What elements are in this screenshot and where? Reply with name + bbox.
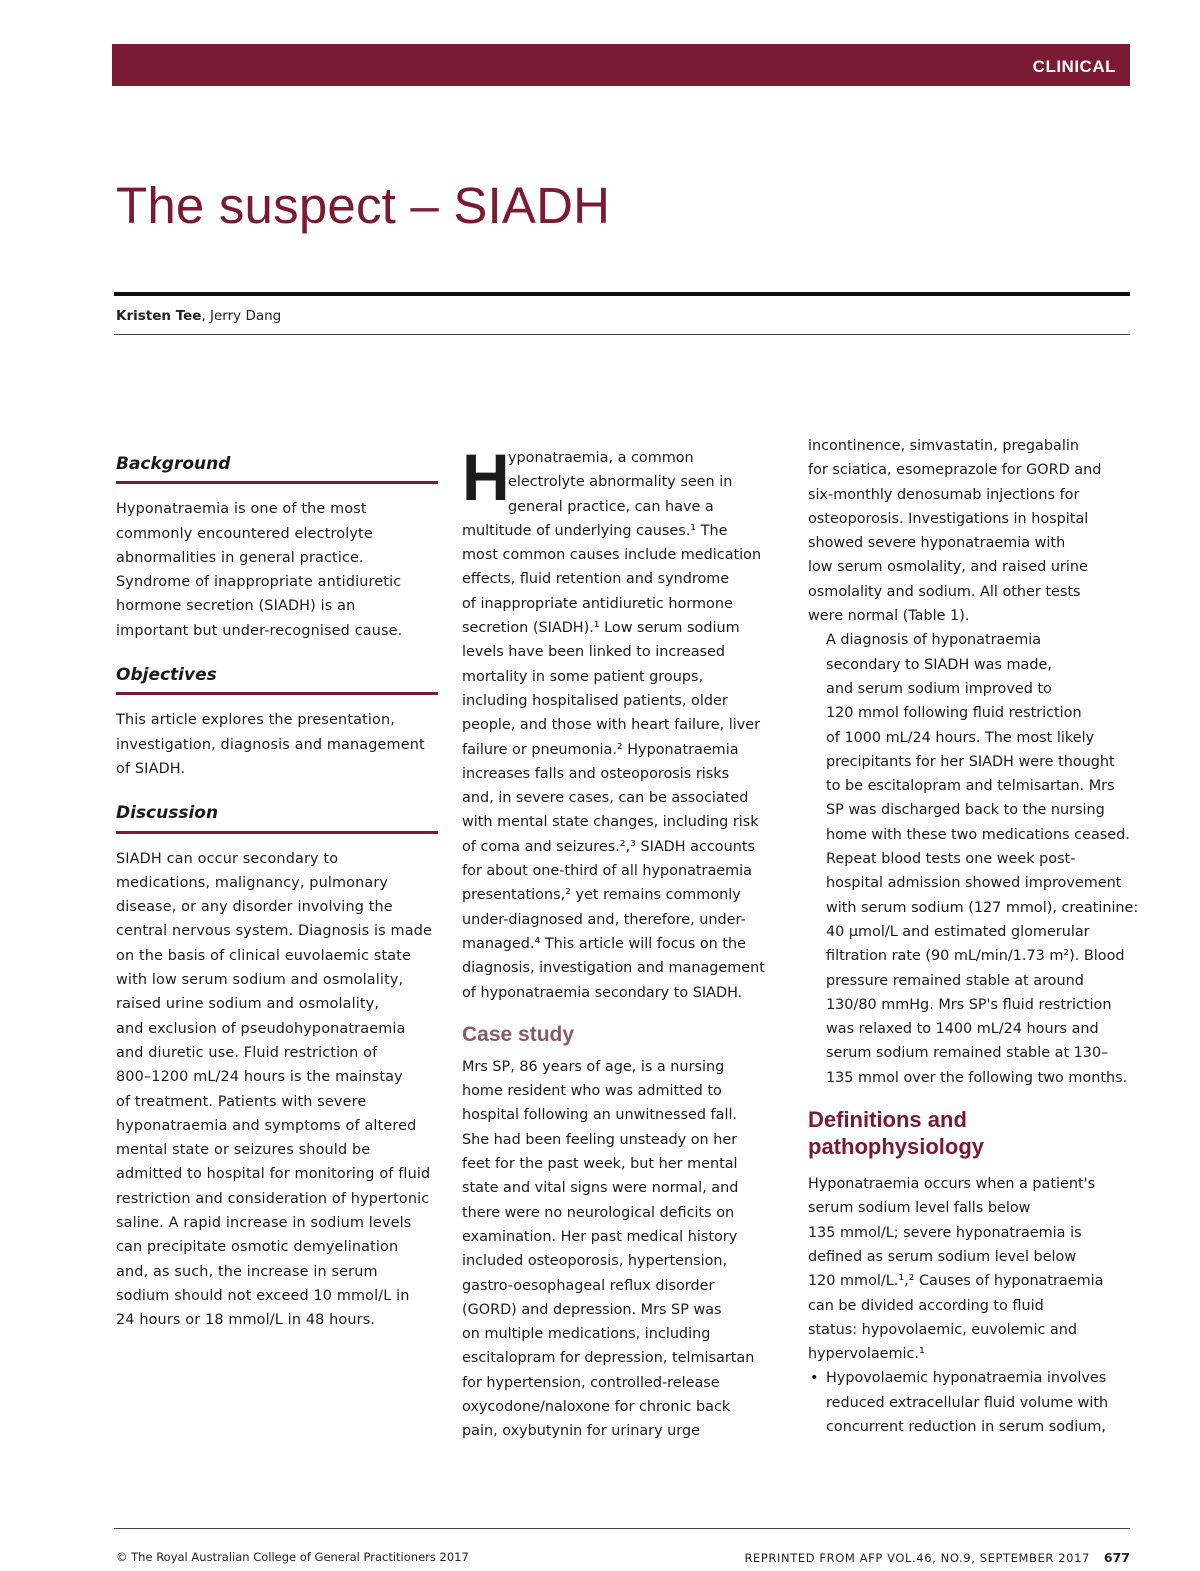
reprint-info: REPRINTED FROM AFP VOL.46, NO.9, SEPTEMBER 2017	[744, 1551, 1090, 1565]
text-line: reduced extracellular fluid volume with	[826, 1394, 1109, 1411]
text-line: 120 mmol following fluid restriction	[826, 705, 1082, 722]
text-line: was relaxed to 1400 mL/24 hours and	[826, 1021, 1099, 1038]
text-line: She had been feeling unsteady on her	[462, 1131, 738, 1148]
text-line: and serum sodium improved to	[826, 680, 1052, 697]
text-line: concurrent reduction in serum sodium,	[826, 1418, 1106, 1435]
text-line: were normal (Table 1).	[808, 608, 970, 625]
case-study-text	[462, 1055, 784, 1444]
text-line: diagnosis, investigation and management	[462, 960, 765, 977]
definitions-heading-line2: pathophysiology	[808, 1134, 984, 1160]
text-line: pain, oxybutynin for urinary urge	[462, 1423, 700, 1440]
text-line: precipitants for her SIADH were thought	[826, 753, 1115, 770]
definitions-heading	[808, 1106, 1130, 1160]
text-line: low serum osmolality, and raised urine	[808, 559, 1088, 576]
text-line: and, in severe cases, can be associated	[462, 790, 749, 807]
text-line: people, and those with heart failure, liver	[462, 717, 760, 734]
text-line: home with these two medications ceased.	[826, 826, 1130, 843]
text-line: 135 mmol over the following two months.	[826, 1069, 1128, 1086]
background-heading: Background	[116, 446, 438, 484]
text-line: 120 mmol/L.¹,² Causes of hyponatraemia	[808, 1273, 1104, 1290]
text-line: SP was discharged back to the nursing	[826, 802, 1105, 819]
body-column-3	[808, 434, 1139, 1439]
text-line: for sciatica, esomeprazole for GORD and	[808, 462, 1102, 479]
body-column-2	[462, 440, 784, 1444]
definitions-heading-line1: Definitions and	[808, 1107, 967, 1133]
text-line: home resident who was admitted to	[462, 1083, 722, 1100]
article-title: The suspect – SIADH	[116, 177, 611, 234]
text-line: serum sodium level falls below	[808, 1200, 1031, 1217]
text-line: restriction and consideration of hypertonic	[116, 1190, 430, 1207]
text-line: admitted to hospital for monitoring of fluid	[116, 1166, 431, 1183]
text-line: serum sodium remained stable at 130–	[826, 1045, 1109, 1062]
text-line: disease, or any disorder involving the	[116, 899, 393, 916]
text-line: of inappropriate antidiuretic hormone	[462, 595, 733, 612]
text-line: and, as such, the increase in serum	[116, 1263, 378, 1280]
bullet-text	[826, 1366, 1130, 1439]
text-line: hormone secretion (SIADH) is an	[116, 598, 356, 615]
text-line: on multiple medications, including	[462, 1326, 711, 1343]
text-line: investigation, diagnosis and management	[116, 736, 425, 753]
background-text	[116, 497, 438, 643]
abstract-column	[116, 446, 438, 1333]
text-line: secretion (SIADH).¹ Low serum sodium	[462, 620, 740, 637]
text-line: including hospitalised patients, older	[462, 692, 728, 709]
text-line: of SIADH.	[116, 760, 186, 777]
text-line: osteoporosis. Investigations in hospital	[808, 510, 1089, 527]
text-line: multitude of underlying causes.¹ The	[462, 522, 728, 539]
copyright: © The Royal Australian College of General Practitioners 2017	[116, 1550, 469, 1564]
text-line: Hypovolaemic hyponatraemia involves	[826, 1370, 1107, 1387]
text-line: of hyponatraemia secondary to SIADH.	[462, 984, 743, 1001]
text-line: with serum sodium (127 mmol), creatinine:	[826, 899, 1139, 916]
text-line: under-diagnosed and, therefore, under-	[462, 911, 746, 928]
text-line: on the basis of clinical euvolaemic state	[116, 947, 412, 964]
text-line: six-monthly denosumab injections for	[808, 486, 1080, 503]
page-number: 677	[1103, 1550, 1130, 1565]
text-line: status: hypovolaemic, euvolemic and	[808, 1321, 1078, 1338]
footer-citation	[744, 1550, 1130, 1565]
text-line: there were no neurological deficits on	[462, 1204, 735, 1221]
text-line: and diuretic use. Fluid restriction of	[116, 1044, 378, 1061]
text-line: electrolyte abnormality seen in	[508, 474, 733, 491]
text-line: included osteoporosis, hypertension,	[462, 1253, 728, 1270]
author-rest: , Jerry Dang	[201, 308, 282, 324]
text-line: saline. A rapid increase in sodium levels	[116, 1215, 412, 1232]
author-primary: Kristen Tee	[116, 308, 202, 324]
text-line: incontinence, simvastatin, pregabalin	[808, 438, 1079, 454]
text-line: filtration rate (90 mL/min/1.73 m²). Blood	[826, 948, 1125, 965]
intro-opening	[462, 440, 784, 519]
objectives-text	[116, 708, 438, 781]
text-line: effects, fluid retention and syndrome	[462, 571, 730, 588]
text-line: A diagnosis of hyponatraemia	[826, 632, 1042, 649]
text-line: sodium should not exceed 10 mmol/L in	[116, 1287, 410, 1304]
intro-text	[462, 519, 784, 1005]
text-line: for hypertension, controlled-release	[462, 1374, 720, 1391]
text-line: defined as serum sodium level below	[808, 1248, 1077, 1265]
text-line: can precipitate osmotic demyelination	[116, 1239, 399, 1256]
case-continued-text	[808, 434, 1130, 628]
text-line: with mental state changes, including risk	[462, 814, 759, 831]
text-line: levels have been linked to increased	[462, 644, 726, 661]
text-line: feet for the past week, but her mental	[462, 1156, 738, 1173]
text-line: hypervolaemic.¹	[808, 1346, 925, 1363]
definitions-text	[808, 1172, 1130, 1366]
text-line: medications, malignancy, pulmonary	[116, 874, 389, 891]
text-line: state and vital signs were normal, and	[462, 1180, 739, 1197]
section-banner	[112, 44, 1130, 86]
text-line: 40 µmol/L and estimated glomerular	[826, 923, 1090, 940]
bullet-symbol: •	[810, 1370, 819, 1387]
text-line: of coma and seizures.²,³ SIADH accounts	[462, 838, 755, 855]
objectives-heading: Objectives	[116, 657, 438, 695]
text-line: important but under-recognised cause.	[116, 622, 403, 639]
text-line: with low serum sodium and osmolality,	[116, 972, 404, 989]
text-line: to be escitalopram and telmisartan. Mrs	[826, 778, 1115, 795]
text-line: presentations,² yet remains commonly	[462, 887, 741, 904]
text-line: pressure remained stable at around	[826, 972, 1084, 989]
text-line: hospital following an unwitnessed fall.	[462, 1107, 738, 1124]
text-line: and exclusion of pseudohyponatraemia	[116, 1020, 406, 1037]
text-line: 130/80 mmHg. Mrs SP's fluid restriction	[826, 996, 1112, 1013]
text-line: failure or pneumonia.² Hyponatraemia	[462, 741, 739, 758]
author-rule	[114, 334, 1130, 335]
intro-first-lines	[462, 440, 784, 519]
text-line: This article explores the presentation,	[116, 712, 395, 729]
diagnosis-text	[808, 628, 1130, 847]
text-line: 24 hours or 18 mmol/L in 48 hours.	[116, 1312, 376, 1329]
bullet-item	[808, 1366, 1130, 1439]
text-line: mental state or seizures should be	[116, 1142, 371, 1159]
text-line: osmolality and sodium. All other tests	[808, 583, 1081, 600]
text-line: hospital admission showed improvement	[826, 875, 1122, 892]
text-line: yponatraemia, a common	[508, 450, 694, 466]
footer-rule	[114, 1528, 1130, 1529]
text-line: showed severe hyponatraemia with	[808, 535, 1066, 552]
text-line: Mrs SP, 86 years of age, is a nursing	[462, 1058, 725, 1075]
text-line: of treatment. Patients with severe	[116, 1093, 367, 1110]
discussion-heading: Discussion	[116, 795, 438, 833]
text-line: Hyponatraemia is one of the most	[116, 501, 367, 518]
text-line: raised urine sodium and osmolality,	[116, 996, 380, 1013]
title-rule	[114, 292, 1130, 296]
drop-cap: H	[462, 440, 510, 514]
text-line: Repeat blood tests one week post-	[826, 851, 1076, 868]
text-line: SIADH can occur secondary to	[116, 850, 339, 867]
text-line: 135 mmol/L; severe hyponatraemia is	[808, 1224, 1082, 1241]
text-line: Hyponatraemia occurs when a patient's	[808, 1176, 1096, 1193]
text-line: gastro-oesophageal reflux disorder	[462, 1277, 715, 1294]
text-line: examination. Her past medical history	[462, 1228, 738, 1245]
text-line: hyponatraemia and symptoms of altered	[116, 1117, 417, 1134]
text-line: 800–1200 mL/24 hours is the mainstay	[116, 1069, 403, 1086]
text-line: for about one-third of all hyponatraemia	[462, 863, 752, 880]
author-line	[116, 308, 281, 324]
text-line: escitalopram for depression, telmisartan	[462, 1350, 755, 1367]
text-line: secondary to SIADH was made,	[826, 656, 1052, 673]
text-line: oxycodone/naloxone for chronic back	[462, 1398, 731, 1415]
text-line: of 1000 mL/24 hours. The most likely	[826, 729, 1095, 746]
text-line: mortality in some patient groups,	[462, 668, 704, 685]
text-line: central nervous system. Diagnosis is made	[116, 923, 432, 940]
text-line: (GORD) and depression. Mrs SP was	[462, 1301, 722, 1318]
text-line: general practice, can have a	[508, 498, 714, 515]
text-line: most common causes include medication	[462, 547, 762, 564]
text-line: abnormalities in general practice.	[116, 549, 364, 566]
section-label: CLINICAL	[1032, 57, 1116, 76]
text-line: increases falls and osteoporosis risks	[462, 765, 730, 782]
text-line: commonly encountered electrolyte	[116, 525, 373, 542]
text-line: can be divided according to fluid	[808, 1297, 1044, 1314]
discussion-text	[116, 847, 438, 1333]
followup-text	[808, 847, 1139, 1090]
text-line: Syndrome of inappropriate antidiuretic	[116, 574, 402, 591]
case-study-heading: Case study	[462, 1022, 575, 1046]
text-line: managed.⁴ This article will focus on the	[462, 935, 746, 952]
